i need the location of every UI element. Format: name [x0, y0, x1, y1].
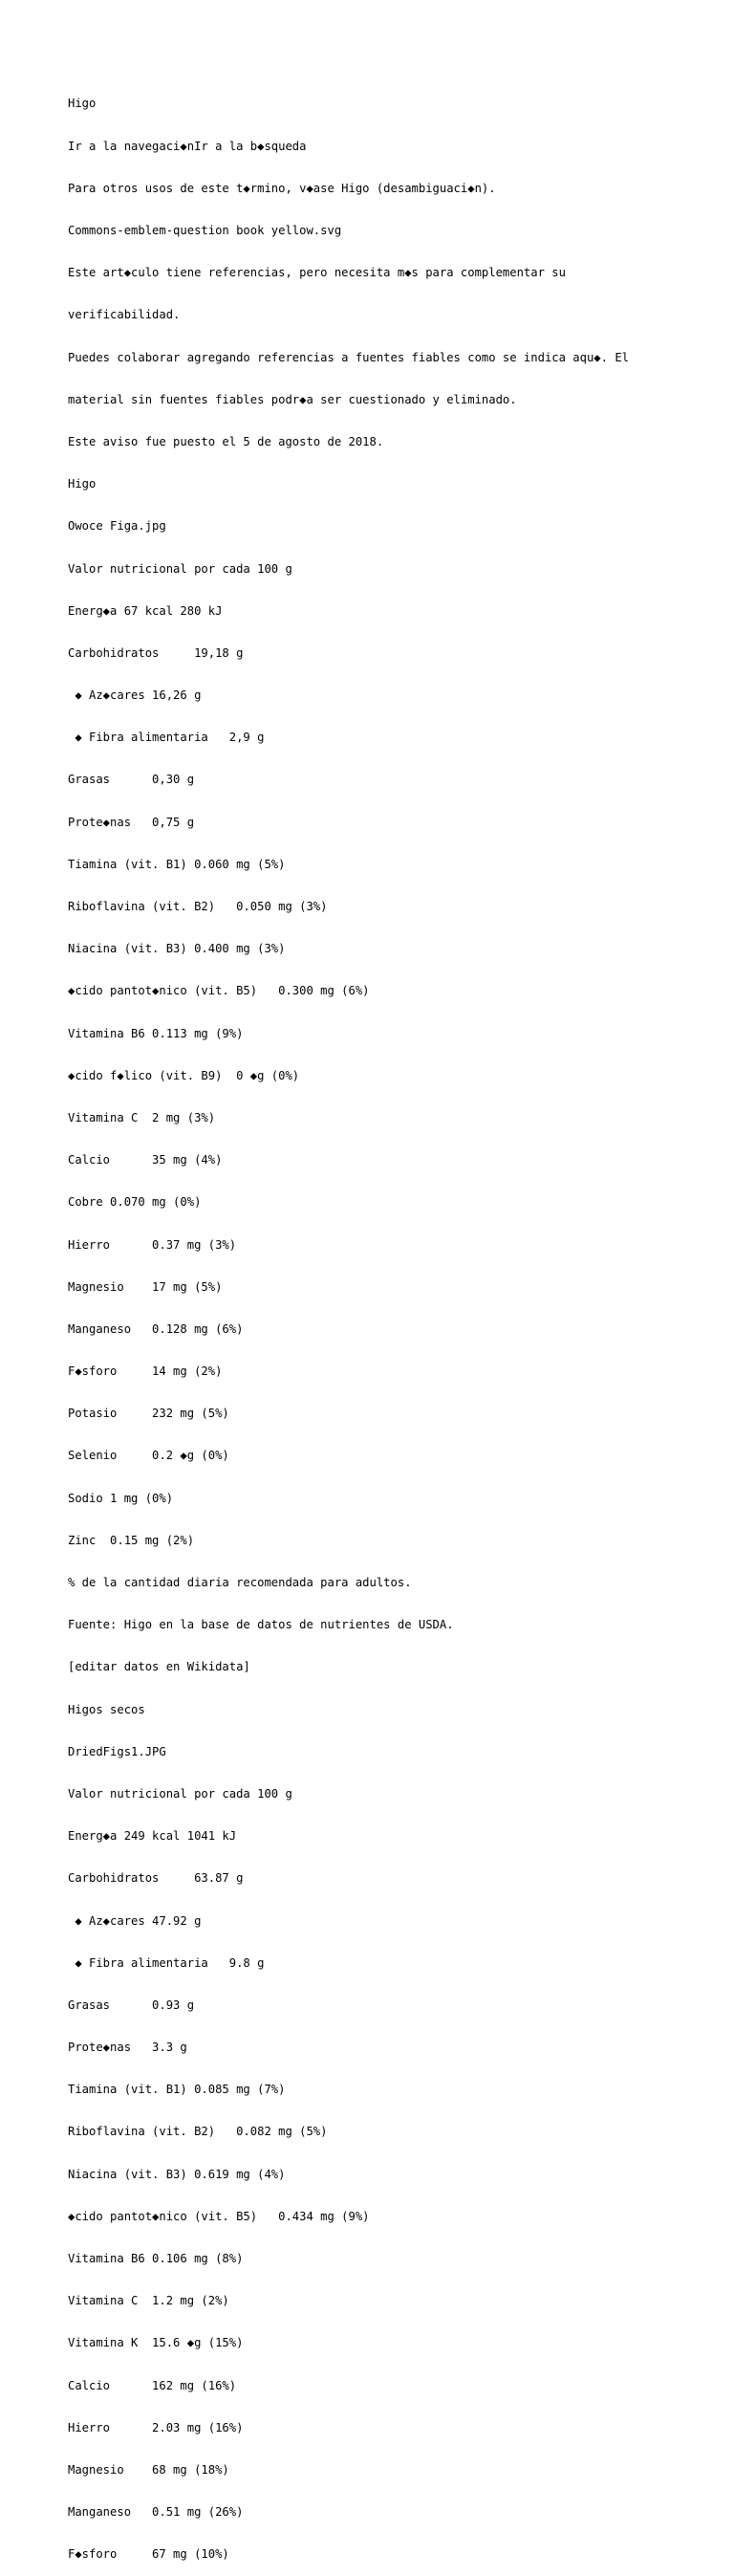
infobox-title: Higos secos	[68, 1702, 145, 1716]
nutrition-row: ◆cido pantot◆nico (vit. B5) 0.300 mg (6%)	[68, 984, 370, 998]
infobox-image-filename: DriedFigs1.JPG	[68, 1744, 166, 1758]
document-text	[68, 69, 680, 2576]
nutrition-row: Cobre 0.070 mg (0%)	[68, 1195, 202, 1210]
references-notice-line: Este art◆culo tiene referencias, pero necesita m◆s para complementar su	[68, 266, 566, 280]
nutrition-row: Riboflavina (vit. B2) 0.050 mg (3%)	[68, 900, 328, 914]
nutrition-row: Sodio 1 mg (0%)	[68, 1491, 174, 1505]
nutrition-row: ◆ Fibra alimentaria 2,9 g	[68, 731, 265, 745]
nutrition-row: Prote◆nas 3.3 g	[68, 2041, 187, 2055]
nutrition-row: Zinc 0.15 mg (2%)	[68, 1533, 195, 1547]
nutrition-heading: Valor nutricional por cada 100 g	[68, 1786, 292, 1801]
nutrition-row: Magnesio 68 mg (18%)	[68, 2462, 229, 2477]
nutrition-row: Grasas 0.93 g	[68, 1997, 195, 2012]
daily-value-note: % de la cantidad diaria recomendada para adultos.	[68, 1576, 412, 1590]
nutrition-row: Hierro 2.03 mg (16%)	[68, 2420, 244, 2434]
nutrition-row: Calcio 35 mg (4%)	[68, 1153, 223, 1168]
disambiguation-note: Para otros usos de este t◆rmino, v◆ase Higo (desambiguaci◆n).	[68, 181, 496, 195]
nutrition-row: Tiamina (vit. B1) 0.060 mg (5%)	[68, 857, 286, 871]
nutrition-row: ◆ Fibra alimentaria 9.8 g	[68, 1955, 265, 1970]
notice-date: Este aviso fue puesto el 5 de agosto de 2018.	[68, 434, 384, 448]
nutrition-row: Niacina (vit. B3) 0.619 mg (4%)	[68, 2167, 286, 2181]
nutrition-row: Riboflavina (vit. B2) 0.082 mg (5%)	[68, 2125, 328, 2139]
references-notice-line: verificabilidad.	[68, 308, 181, 322]
nutrition-row: Prote◆nas 0,75 g	[68, 815, 195, 829]
nutrition-row: Manganeso 0.51 mg (26%)	[68, 2505, 244, 2520]
nutrition-row: Energ◆a 249 kcal 1041 kJ	[68, 1829, 237, 1844]
nutrition-row: Energ◆a 67 kcal 280 kJ	[68, 603, 223, 618]
nutrition-row: Vitamina C 2 mg (3%)	[68, 1110, 216, 1124]
nutrition-row: F◆sforo 67 mg (10%)	[68, 2547, 229, 2562]
nutrition-row: ◆ Az◆cares 16,26 g	[68, 688, 202, 703]
nutrition-row: Carbohidratos 19,18 g	[68, 645, 244, 660]
nutrition-row: Magnesio 17 mg (5%)	[68, 1279, 223, 1294]
nutrition-heading: Valor nutricional por cada 100 g	[68, 561, 292, 576]
notice-emblem-filename: Commons-emblem-question book yellow.svg	[68, 224, 342, 238]
nutrition-row: Vitamina K 15.6 ◆g (15%)	[68, 2336, 244, 2350]
nutrition-row: Hierro 0.37 mg (3%)	[68, 1237, 237, 1252]
nutrition-row: Selenio 0.2 ◆g (0%)	[68, 1449, 229, 1463]
nutrition-row: ◆ Az◆cares 47.92 g	[68, 1913, 202, 1928]
page-title: Higo	[68, 97, 97, 111]
edit-wikidata-link[interactable]: [editar datos en Wikidata]	[68, 1660, 250, 1674]
source-note[interactable]: Fuente: Higo en la base de datos de nutrientes de USDA.	[68, 1618, 454, 1632]
nutrition-row: ◆cido pantot◆nico (vit. B5) 0.434 mg (9%)	[68, 2209, 370, 2223]
infobox-image-filename: Owoce Figa.jpg	[68, 519, 166, 534]
nutrition-row: Tiamina (vit. B1) 0.085 mg (7%)	[68, 2083, 286, 2097]
nutrition-row: F◆sforo 14 mg (2%)	[68, 1364, 223, 1379]
nutrition-row: Vitamina B6 0.113 mg (9%)	[68, 1026, 244, 1040]
nutrition-row: Manganeso 0.128 mg (6%)	[68, 1321, 244, 1336]
nutrition-row: Vitamina C 1.2 mg (2%)	[68, 2294, 229, 2308]
infobox-title: Higo	[68, 477, 97, 491]
references-notice-line: Puedes colaborar agregando referencias a fuentes fiables como se indica aqu◆. El	[68, 350, 629, 364]
nutrition-row: Carbohidratos 63.87 g	[68, 1871, 244, 1886]
nutrition-row: Vitamina B6 0.106 mg (8%)	[68, 2252, 244, 2266]
navigation-skip-links[interactable]: Ir a la navegaci◆nIr a la b◆squeda	[68, 139, 307, 153]
nutrition-row: Calcio 162 mg (16%)	[68, 2378, 237, 2392]
nutrition-row: Grasas 0,30 g	[68, 773, 195, 787]
nutrition-row: ◆cido f◆lico (vit. B9) 0 ◆g (0%)	[68, 1068, 300, 1082]
nutrition-row: Potasio 232 mg (5%)	[68, 1407, 229, 1421]
references-notice-line: material sin fuentes fiables podr◆a ser cuestionado y eliminado.	[68, 392, 517, 406]
nutrition-row: Niacina (vit. B3) 0.400 mg (3%)	[68, 942, 286, 956]
